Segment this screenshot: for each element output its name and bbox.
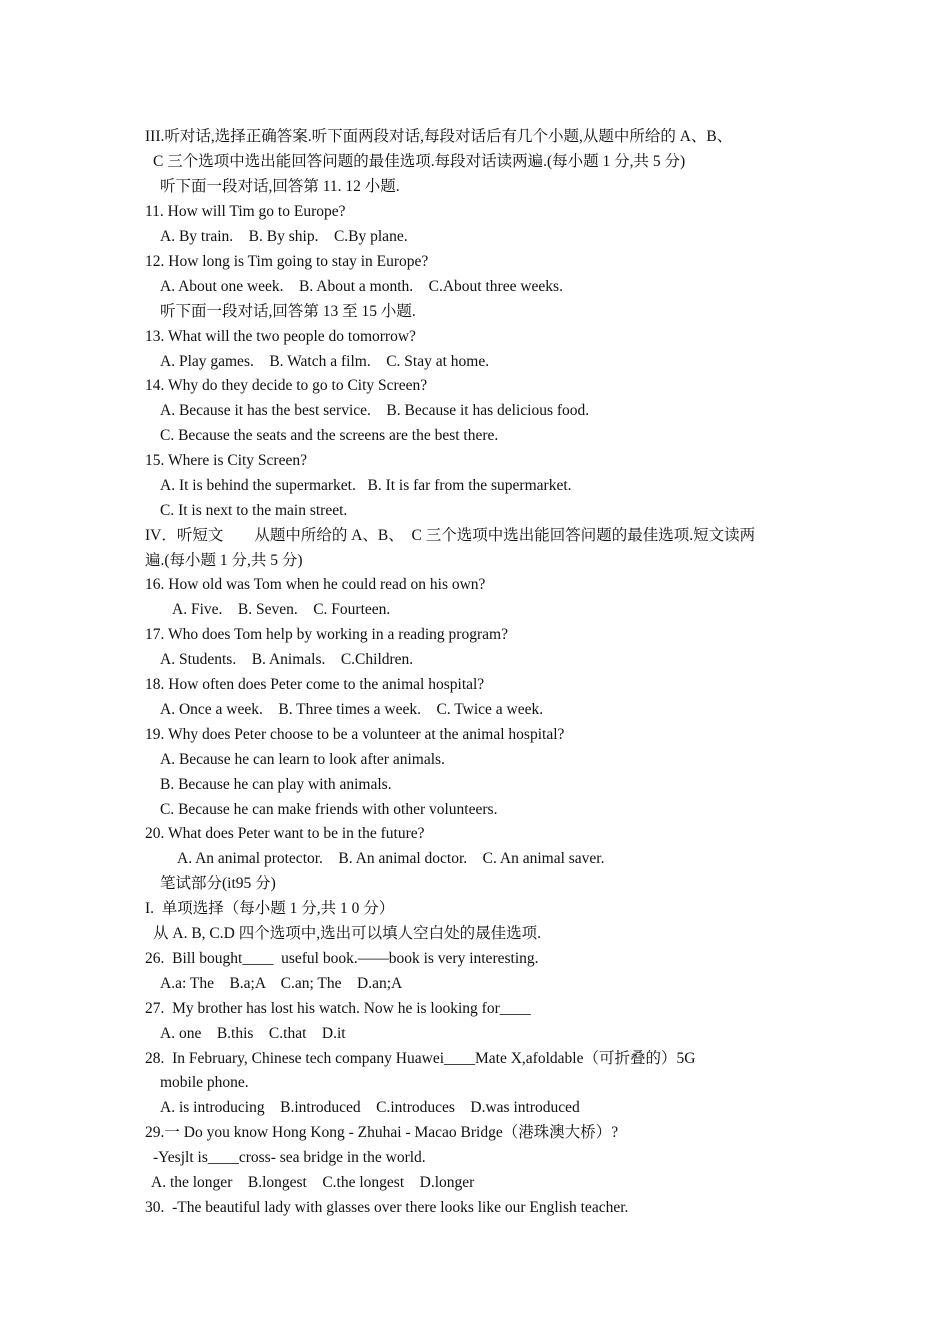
question-19-option-a: A. Because he can learn to look after animals. [160,751,445,768]
question-12-options: A. About one week. B. About a month. C.About three weeks. [160,278,563,295]
question-13-options: A. Play games. B. Watch a film. C. Stay at home. [160,353,490,370]
section-iv-heading: IV．听短文 从题中所给的 A、B、 C 三个选项中选出能回答问题的最佳选项.短文读两 [145,527,756,544]
question-12: 12. How long is Tim going to stay in Europe? [145,253,429,270]
question-16: 16. How old was Tom when he could read on his own? [145,576,486,593]
question-29-answer-line: -Yesjlt is____cross- sea bridge in the world. [153,1149,426,1166]
written-part-heading: 笔试部分(it95 分) [160,875,276,892]
question-14: 14. Why do they decide to go to City Screen? [145,377,428,394]
question-19-option-b: B. Because he can play with animals. [160,776,392,793]
section-iii-heading: III.听对话,选择正确答案.听下面两段对话,每段对话后有几个小题,从题中所给的 A、B、 [145,128,733,145]
section-iii-heading-cont: C 三个选项中选出能回答问题的最佳选项.每段对话读两遍.(每小题 1 分,共 5 分) [153,153,686,170]
question-16-options: A. Five. B. Seven. C. Fourteen. [172,601,391,618]
question-20-options: A. An animal protector. B. An animal doctor. C. An animal saver. [177,850,605,867]
question-14-options-ab: A. Because it has the best service. B. Because it has delicious food. [160,402,590,419]
question-28-options: A. is introducing B.introduced C.introduces D.was introduced [160,1099,580,1116]
question-19: 19. Why does Peter choose to be a volunteer at the animal hospital? [145,726,565,743]
question-26-options: A.a: The B.a;A C.an; The D.an;A [160,975,403,992]
question-29: 29.一 Do you know Hong Kong - Zhuhai - Macao Bridge（港珠澳大桥）? [145,1124,619,1141]
question-17: 17. Who does Tom help by working in a reading program? [145,626,508,643]
question-11: 11. How will Tim go to Europe? [145,203,346,220]
question-15: 15. Where is City Screen? [145,452,307,469]
question-14-option-c: C. Because the seats and the screens are the best there. [160,427,499,444]
question-28-cont: mobile phone. [160,1074,249,1091]
section-iv-heading-cont: 遍.(每小题 1 分,共 5 分) [145,552,303,569]
question-17-options: A. Students. B. Animals. C.Children. [160,651,414,668]
section-i-heading: I. 单项选择（每小题 1 分,共 1 0 分） [145,900,395,917]
question-19-option-c: C. Because he can make friends with other volunteers. [160,801,498,818]
section-i-instruction: 从 A. B, C.D 四个选项中,选出可以填人空白处的晟佳选项. [153,925,541,942]
question-11-options: A. By train. B. By ship. C.By plane. [160,228,408,245]
question-18: 18. How often does Peter come to the animal hospital? [145,676,485,693]
question-28: 28. In February, Chinese tech company Huawei____Mate X,afoldable（可折叠的）5G [145,1050,696,1067]
question-29-options: A. the longer B.longest C.the longest D.longer [151,1174,475,1191]
question-30: 30. -The beautiful lady with glasses over there looks like our English teacher. [145,1199,629,1216]
question-13: 13. What will the two people do tomorrow? [145,328,416,345]
question-27: 27. My brother has lost his watch. Now he is looking for____ [145,1000,531,1017]
dialogue-2-instruction: 听下面一段对话,回答第 13 至 15 小题. [160,303,416,320]
question-18-options: A. Once a week. B. Three times a week. C. Twice a week. [160,701,544,718]
question-15-options-ab: A. It is behind the supermarket. B. It is far from the supermarket. [160,477,572,494]
question-27-options: A. one B.this C.that D.it [160,1025,346,1042]
question-15-option-c: C. It is next to the main street. [160,502,348,519]
dialogue-1-instruction: 听下面一段对话,回答第 11. 12 小题. [160,178,400,195]
question-20: 20. What does Peter want to be in the future? [145,825,425,842]
question-26: 26. Bill bought____ useful book.——book is very interesting. [145,950,539,967]
